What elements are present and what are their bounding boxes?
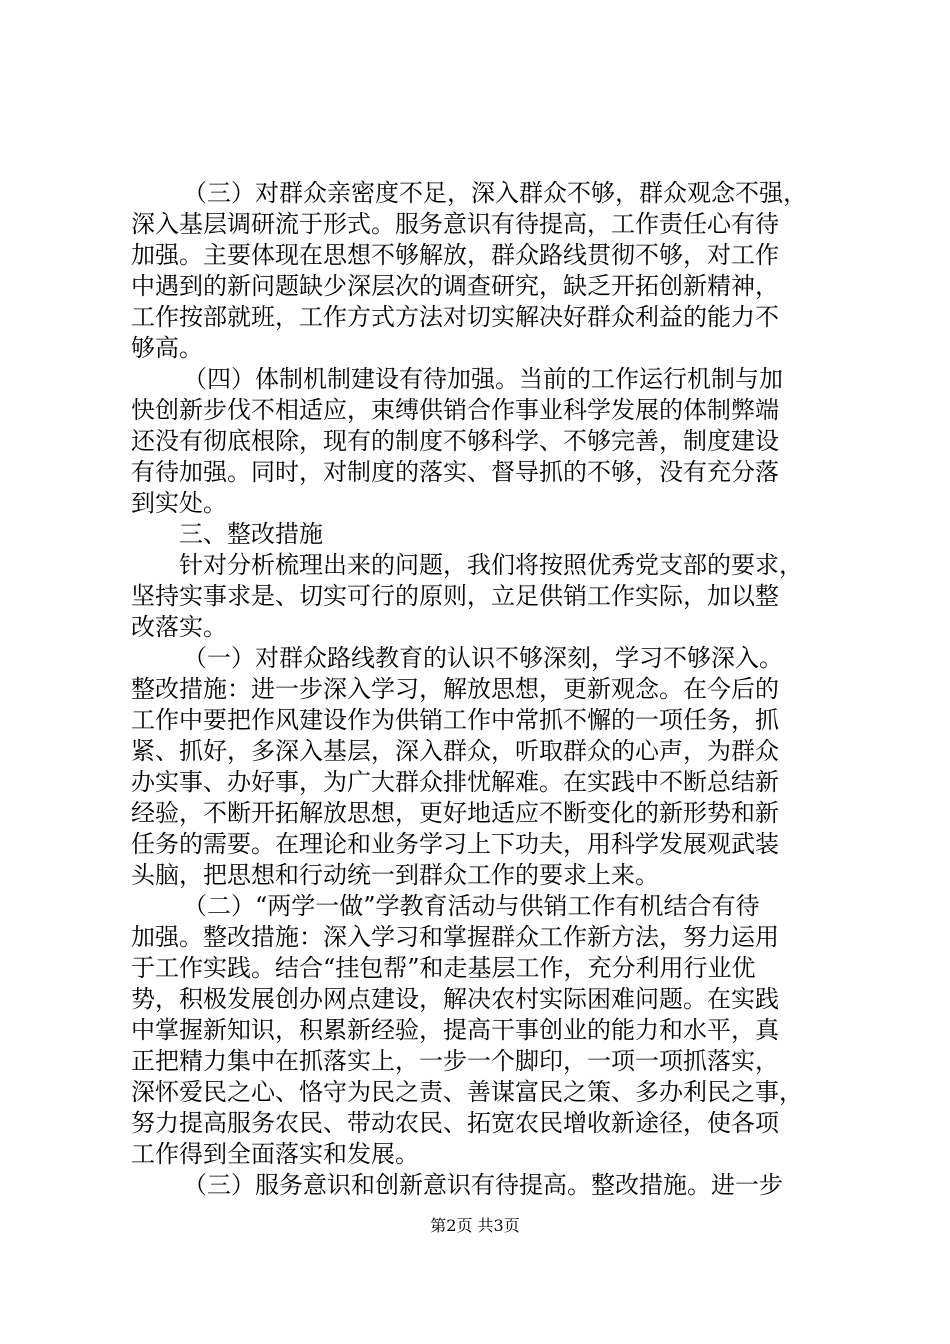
text-line (0, 736, 950, 767)
text-line (0, 581, 950, 612)
line-text: 改落实。 (131, 613, 227, 641)
text-line (0, 333, 950, 364)
text-line (0, 674, 950, 705)
text-line (0, 178, 950, 209)
line-text: 坚持实事求是、切实可行的原则，立足供销工作实际，加以整 (131, 582, 779, 610)
line-text: 三、整改措施 (179, 520, 323, 548)
line-text: 办实事、办好事，为广大群众排忧解难。在实践中不断总结新 (131, 768, 779, 796)
line-text: 经验，不断开拓解放思想，更好地适应不断变化的新形势和新 (131, 799, 779, 827)
text-line (0, 1139, 950, 1170)
line-text: 头脑，把思想和行动统一到群众工作的要求上来。 (131, 861, 659, 889)
line-text: （一）对群众路线教育的认识不够深刻，学习不够深入。 (183, 644, 783, 672)
line-text: 够高。 (131, 334, 203, 362)
line-text: 深怀爱民之心、恪守为民之责、善谋富民之策、多办利民之事， (131, 1078, 803, 1106)
text-line (0, 550, 950, 581)
line-text: 中掌握新知识，积累新经验，提高干事创业的能力和水平，真 (131, 1016, 779, 1044)
text-line (0, 984, 950, 1015)
text-line (0, 829, 950, 860)
line-text: 深入基层调研流于形式。服务意识有待提高，工作责任心有待 (131, 210, 779, 238)
line-text: 任务的需要。在理论和业务学习上下功夫，用科学发展观武装 (131, 830, 779, 858)
line-text: 还没有彻底根除，现有的制度不够科学、不够完善，制度建设 (131, 427, 779, 455)
text-line (0, 953, 950, 984)
page-number-footer: 第2页 共3页 (430, 1216, 520, 1235)
line-text: 快创新步伐不相适应，束缚供销合作事业科学发展的体制弊端 (131, 396, 779, 424)
text-line (0, 364, 950, 395)
text-line (0, 798, 950, 829)
line-text: 整改措施：进一步深入学习，解放思想，更新观念。在今后的 (131, 675, 779, 703)
line-text: 到实处。 (131, 489, 227, 517)
line-text: 针对分析梳理出来的问题，我们将按照优秀党支部的要求， (179, 551, 803, 579)
line-text: 于工作实践。结合“挂包帮”和走基层工作，充分利用行业优 (131, 954, 756, 982)
line-text: 工作中要把作风建设作为供销工作中常抓不懈的一项任务，抓 (131, 706, 779, 734)
line-text: （三）对群众亲密度不足，深入群众不够，群众观念不强， (183, 179, 807, 207)
text-line (0, 643, 950, 674)
text-line (0, 488, 950, 519)
text-line (0, 860, 950, 891)
line-text: 正把精力集中在抓落实上，一步一个脚印，一项一项抓落实， (131, 1047, 779, 1075)
text-line (0, 922, 950, 953)
section-heading (0, 519, 950, 550)
line-text: 势，积极发展创办网点建设，解决农村实际困难问题。在实践 (131, 985, 779, 1013)
line-text: 加强。整改措施：深入学习和掌握群众工作新方法，努力运用 (131, 923, 779, 951)
line-text: 努力提高服务农民、带动农民、拓宽农民增收新途径，使各项 (131, 1109, 779, 1137)
text-line (0, 767, 950, 798)
text-line (0, 891, 950, 922)
text-line (0, 457, 950, 488)
text-line (0, 705, 950, 736)
line-text: 工作按部就班，工作方式方法对切实解决好群众利益的能力不 (131, 303, 779, 331)
text-line (0, 612, 950, 643)
text-line (0, 1108, 950, 1139)
text-line (0, 209, 950, 240)
text-line (0, 302, 950, 333)
line-text: 中遇到的新问题缺少深层次的调查研究，缺乏开拓创新精神， (131, 272, 779, 300)
text-line (0, 1077, 950, 1108)
text-line (0, 1015, 950, 1046)
text-line (0, 1046, 950, 1077)
text-line (0, 240, 950, 271)
line-text: 加强。主要体现在思想不够解放，群众路线贯彻不够，对工作 (131, 241, 779, 269)
text-line (0, 395, 950, 426)
line-text: （四）体制机制建设有待加强。当前的工作运行机制与加 (183, 365, 783, 393)
text-line (0, 426, 950, 457)
text-line (0, 1170, 950, 1201)
line-text: 有待加强。同时，对制度的落实、督导抓的不够，没有充分落 (131, 458, 779, 486)
line-text: 工作得到全面落实和发展。 (131, 1140, 419, 1168)
line-text: （三）服务意识和创新意识有待提高。整改措施。进一步 (183, 1171, 783, 1199)
text-line (0, 271, 950, 302)
line-text: （二）“两学一做”学教育活动与供销工作有机结合有待 (183, 892, 760, 920)
line-text: 紧、抓好，多深入基层，深入群众，听取群众的心声，为群众 (131, 737, 779, 765)
